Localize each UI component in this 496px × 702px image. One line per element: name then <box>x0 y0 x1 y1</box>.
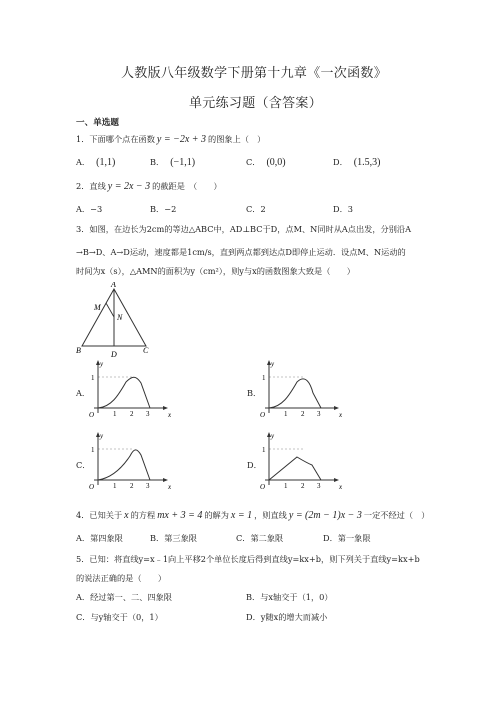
x-tick-label: 3 <box>317 482 321 490</box>
x-tick-label: 1 <box>113 482 117 490</box>
x-tick-label: 3 <box>146 482 150 490</box>
q4-option-d[interactable]: D．第一象限 <box>323 533 371 543</box>
q4-solution: x = 1 <box>230 510 253 521</box>
x-tick-label: 3 <box>146 410 150 418</box>
triangle-figure <box>76 282 166 362</box>
label-a: A <box>111 282 116 289</box>
q4-option-b[interactable]: B．第三象限 <box>150 533 197 543</box>
q5-option-a[interactable]: A．经过第一、二、四象限 <box>76 592 172 602</box>
x-tick-label: 3 <box>317 410 321 418</box>
q3-line-2: →B→D、A→D运动，速度都是1cm/s，直到两点都到达点D即停止运动．设点M、N运动的 <box>76 247 406 257</box>
x-tick-label: 2 <box>130 410 134 418</box>
document-subtitle: 单元练习题（含答案） <box>189 96 323 111</box>
q3-line-1: 3．如图，在边长为2cm的等边△ABC中，AD⊥BC于D，点M、N同时从A点出发，分别沿A <box>76 224 412 234</box>
graph-option-b[interactable] <box>257 358 347 420</box>
origin-label: O <box>89 411 95 419</box>
label-d: D <box>111 350 117 359</box>
origin-label: O <box>260 411 266 419</box>
q3-option-a-label[interactable]: A． <box>76 388 91 398</box>
q4-option-c[interactable]: C．第二象限 <box>236 533 284 543</box>
q2-option-b[interactable]: B．−2 <box>150 204 177 214</box>
q4-stem: 4．已知关于 x 的方程 mx + 3 = 4 的解为 x = 1 ，则直线 y = (2m − 1)x − 3 一定不经过（ ） <box>76 510 430 521</box>
x-tick-label: 1 <box>113 410 117 418</box>
label-c: C <box>143 346 149 355</box>
q1-option-a[interactable]: A． (1,1) <box>76 157 116 168</box>
origin-label: O <box>260 483 266 491</box>
label-b: B <box>76 346 81 355</box>
x-axis-label: x <box>339 483 343 491</box>
x-axis-label: x <box>339 411 343 419</box>
y-tick-label: 1 <box>262 374 266 382</box>
graph-option-a[interactable] <box>86 358 176 420</box>
q5-option-c[interactable]: C．与y轴交于（0，1） <box>76 612 163 622</box>
x-axis-label: x <box>168 483 172 491</box>
graph-option-c[interactable] <box>86 430 176 492</box>
graph-option-d[interactable] <box>257 430 347 492</box>
q3-line-3: 时间为x（s），△AMN的面积为y（cm²），则y与x的函数图象大致是（ ） <box>76 266 355 276</box>
y-axis-label: y <box>271 432 275 440</box>
x-tick-label: 1 <box>284 410 288 418</box>
label-m: M <box>94 303 101 312</box>
origin-label: O <box>89 483 95 491</box>
q2-option-a[interactable]: A．−3 <box>76 204 103 214</box>
document-title: 人教版八年级数学下册第十九章《一次函数》 <box>121 66 388 81</box>
q1-formula: y = −2x + 3 <box>156 134 207 145</box>
q2-stem: 2．直线 y = 2x − 3 的截距是 （ ） <box>76 181 222 192</box>
q1-stem <box>76 134 265 145</box>
q1-stem-post: 的图象上（ ） <box>208 134 266 144</box>
y-axis-label: y <box>100 432 104 440</box>
q1-option-d[interactable]: D． (1.5,3) <box>333 157 381 168</box>
q2-option-d[interactable]: D．3 <box>333 204 353 214</box>
y-tick-label: 1 <box>91 446 95 454</box>
q5-line-2: 的说法正确的是（ ） <box>76 573 167 583</box>
x-tick-label: 2 <box>301 482 305 490</box>
q4-equation: mx + 3 = 4 <box>157 510 203 521</box>
q1-option-b[interactable]: B． (−1,1) <box>150 157 196 168</box>
q5-option-b[interactable]: B．与x轴交于（1，0） <box>246 592 333 602</box>
q4-option-a[interactable]: A．第四象限 <box>76 533 123 543</box>
section-heading: 一、单选题 <box>76 118 119 128</box>
q1-option-c[interactable]: C． (0,0) <box>246 157 286 168</box>
x-tick-label: 2 <box>301 410 305 418</box>
q5-option-d[interactable]: D．y随x的增大而减小 <box>246 612 328 622</box>
y-axis-label: y <box>100 360 104 368</box>
y-tick-label: 1 <box>91 374 95 382</box>
label-n: N <box>117 313 123 322</box>
x-tick-label: 1 <box>284 482 288 490</box>
x-axis-label: x <box>168 411 172 419</box>
q3-option-c-label[interactable]: C． <box>76 460 91 470</box>
y-axis-label: y <box>271 360 275 368</box>
q2-formula: y = 2x − 3 <box>107 181 151 192</box>
x-tick-label: 2 <box>130 482 134 490</box>
q4-line: y = (2m − 1)x − 3 <box>288 510 362 521</box>
q1-stem-pre: 1．下面哪个点在函数 <box>76 134 155 144</box>
q3-option-b-label[interactable]: B． <box>247 388 262 398</box>
q2-option-c[interactable]: C．2 <box>246 204 266 214</box>
y-tick-label: 1 <box>262 446 266 454</box>
q3-option-d-label[interactable]: D． <box>247 460 262 470</box>
q5-line-1: 5．已知：将直线y=x﹣1向上平移2个单位长度后得到直线y=kx+b，则下列关于直线y=kx+b <box>76 554 420 564</box>
